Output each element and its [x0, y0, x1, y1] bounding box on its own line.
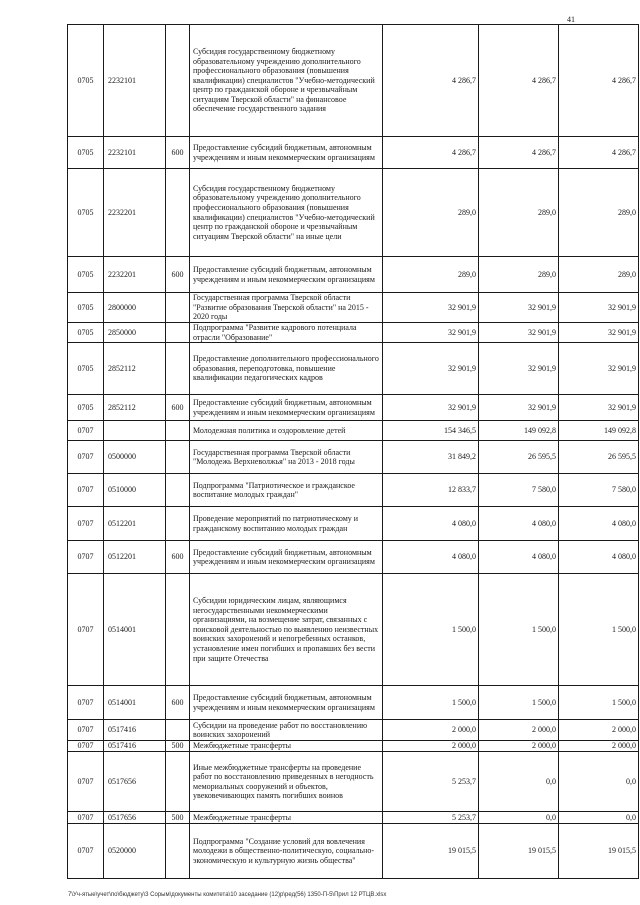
amount-year-3: 4 286,7	[559, 25, 639, 137]
expense-type-code: 600	[166, 257, 190, 293]
section-code: 0705	[68, 293, 104, 323]
target-article-code: 0512201	[104, 507, 166, 541]
expense-type-code	[166, 343, 190, 395]
amount-year-1: 5 253,7	[383, 752, 479, 812]
target-article-code: 0517416	[104, 720, 166, 741]
section-code: 0707	[68, 686, 104, 720]
target-article-code: 0514001	[104, 574, 166, 686]
amount-year-3: 32 901,9	[559, 323, 639, 343]
table-row	[68, 812, 639, 824]
section-code: 0707	[68, 441, 104, 474]
amount-year-2: 0,0	[479, 812, 559, 824]
row-description: Предоставление субсидий бюджетным, автономным учреждениям и иным некоммерческим организациям	[190, 137, 383, 169]
amount-year-1: 31 849,2	[383, 441, 479, 474]
row-description: Предоставление субсидий бюджетным, автономным учреждениям и иным некоммерческим организациям	[190, 395, 383, 421]
expense-type-code	[166, 323, 190, 343]
row-description: Субсидия государственному бюджетному образовательному учреждению дополнительного профессионального образования (повышения квалификации) специалистов "Учебно-методический центр по гражданской обороне и чрезвычайным ситуациям Тверской области" на финансовое обеспечение государственного задания	[190, 25, 383, 137]
table-row	[68, 574, 639, 686]
table-row	[68, 395, 639, 421]
amount-year-3: 32 901,9	[559, 293, 639, 323]
expense-type-code	[166, 474, 190, 507]
amount-year-1: 12 833,7	[383, 474, 479, 507]
amount-year-2: 26 595,5	[479, 441, 559, 474]
amount-year-2: 0,0	[479, 752, 559, 812]
amount-year-2: 149 092,8	[479, 421, 559, 441]
amount-year-1: 19 015,5	[383, 824, 479, 879]
target-article-code: 2852112	[104, 395, 166, 421]
target-article-code: 0517656	[104, 812, 166, 824]
section-code: 0707	[68, 541, 104, 574]
row-description: Подпрограмма "Создание условий для вовлечения молодежи в общественно-политическую, социально-экономическую и культурную жизнь общества"	[190, 824, 383, 879]
table-row	[68, 441, 639, 474]
row-description: Подпрограмма "Развитие кадрового потенциала отрасли "Образование"	[190, 323, 383, 343]
amount-year-1: 2 000,0	[383, 741, 479, 752]
row-description: Государственная программа Тверской области "Молодежь Верхневолжья" на 2013 - 2018 годы	[190, 441, 383, 474]
table-row	[68, 507, 639, 541]
row-description: Предоставление дополнительного профессионального образования, переподготовка, повышение квалификации педагогических кадров	[190, 343, 383, 395]
amount-year-1: 5 253,7	[383, 812, 479, 824]
table-row	[68, 421, 639, 441]
expense-type-code	[166, 507, 190, 541]
amount-year-1: 32 901,9	[383, 343, 479, 395]
row-description: Межбюджетные трансферты	[190, 812, 383, 824]
amount-year-1: 32 901,9	[383, 293, 479, 323]
amount-year-2: 4 286,7	[479, 137, 559, 169]
expense-type-code	[166, 441, 190, 474]
amount-year-1: 4 080,0	[383, 541, 479, 574]
row-description: Государственная программа Тверской области "Развитие образования Тверской области" на 2015 - 2020 годы	[190, 293, 383, 323]
section-code: 0707	[68, 741, 104, 752]
amount-year-3: 289,0	[559, 169, 639, 257]
amount-year-3: 0,0	[559, 752, 639, 812]
target-article-code: 0510000	[104, 474, 166, 507]
expense-type-code: 600	[166, 137, 190, 169]
target-article-code: 0520000	[104, 824, 166, 879]
amount-year-3: 4 286,7	[559, 137, 639, 169]
amount-year-3: 4 080,0	[559, 541, 639, 574]
table-row	[68, 323, 639, 343]
budget-table	[67, 24, 639, 879]
target-article-code: 0517656	[104, 752, 166, 812]
expense-type-code	[166, 574, 190, 686]
expense-type-code	[166, 25, 190, 137]
amount-year-2: 19 015,5	[479, 824, 559, 879]
amount-year-1: 1 500,0	[383, 686, 479, 720]
table-row	[68, 257, 639, 293]
row-description: Молодежная политика и оздоровление детей	[190, 421, 383, 441]
amount-year-1: 32 901,9	[383, 323, 479, 343]
section-code: 0705	[68, 395, 104, 421]
amount-year-2: 32 901,9	[479, 343, 559, 395]
amount-year-2: 32 901,9	[479, 323, 559, 343]
section-code: 0705	[68, 257, 104, 293]
target-article-code: 2232201	[104, 257, 166, 293]
table-row	[68, 741, 639, 752]
amount-year-3: 1 500,0	[559, 574, 639, 686]
row-description: Предоставление субсидий бюджетным, автономным учреждениям и иным некоммерческим организациям	[190, 257, 383, 293]
amount-year-2: 32 901,9	[479, 395, 559, 421]
section-code: 0707	[68, 824, 104, 879]
amount-year-2: 1 500,0	[479, 686, 559, 720]
target-article-code: 2232101	[104, 137, 166, 169]
amount-year-3: 4 080,0	[559, 507, 639, 541]
section-code: 0705	[68, 323, 104, 343]
amount-year-3: 1 500,0	[559, 686, 639, 720]
table-row	[68, 752, 639, 812]
row-description: Подпрограмма "Патриотическое и гражданское воспитание молодых граждан"	[190, 474, 383, 507]
amount-year-1: 154 346,5	[383, 421, 479, 441]
amount-year-1: 4 286,7	[383, 25, 479, 137]
amount-year-2: 4 080,0	[479, 507, 559, 541]
expense-type-code: 600	[166, 686, 190, 720]
amount-year-3: 2 000,0	[559, 720, 639, 741]
row-description: Субсидии на проведение работ по восстановлению воинских захоронений	[190, 720, 383, 741]
target-article-code: 0514001	[104, 686, 166, 720]
section-code: 0707	[68, 752, 104, 812]
table-row	[68, 169, 639, 257]
section-code: 0705	[68, 169, 104, 257]
table-row	[68, 686, 639, 720]
file-path-footer: 7\Уч-ятые\учет\по\бюджету\3 Сорым\документы комитета\10 заседание (12)р\ред(56) 1350-П-5\Прил 12 РТЦВ.xlsx	[68, 892, 387, 898]
amount-year-2: 32 901,9	[479, 293, 559, 323]
table-row	[68, 474, 639, 507]
amount-year-3: 32 901,9	[559, 395, 639, 421]
target-article-code: 2852112	[104, 343, 166, 395]
amount-year-3: 32 901,9	[559, 343, 639, 395]
amount-year-1: 1 500,0	[383, 574, 479, 686]
table-row	[68, 720, 639, 741]
amount-year-1: 289,0	[383, 169, 479, 257]
table-row	[68, 343, 639, 395]
expense-type-code	[166, 421, 190, 441]
target-article-code: 0517416	[104, 741, 166, 752]
row-description: Проведение мероприятий по патриотическому и гражданскому воспитанию молодых граждан	[190, 507, 383, 541]
expense-type-code	[166, 293, 190, 323]
target-article-code	[104, 421, 166, 441]
section-code: 0707	[68, 421, 104, 441]
row-description: Иные межбюджетные трансферты на проведение работ по восстановлению приведенных в негодность мемориальных сооружений и объектов, увековечивающих память погибших воинов	[190, 752, 383, 812]
amount-year-2: 289,0	[479, 169, 559, 257]
expense-type-code: 600	[166, 395, 190, 421]
amount-year-1: 32 901,9	[383, 395, 479, 421]
table-row	[68, 541, 639, 574]
section-code: 0707	[68, 812, 104, 824]
amount-year-3: 289,0	[559, 257, 639, 293]
expense-type-code	[166, 752, 190, 812]
expense-type-code: 600	[166, 541, 190, 574]
amount-year-3: 0,0	[559, 812, 639, 824]
amount-year-1: 4 286,7	[383, 137, 479, 169]
section-code: 0705	[68, 343, 104, 395]
amount-year-3: 149 092,8	[559, 421, 639, 441]
target-article-code: 2850000	[104, 323, 166, 343]
amount-year-1: 4 080,0	[383, 507, 479, 541]
table-row	[68, 137, 639, 169]
section-code: 0707	[68, 474, 104, 507]
row-description: Субсидия государственному бюджетному образовательному учреждению дополнительного профессионального образования (повышения квалификации) специалистов "Учебно-методический центр по гражданской обороне и чрезвычайным ситуациям Тверской области" на иные цели	[190, 169, 383, 257]
target-article-code: 0512201	[104, 541, 166, 574]
amount-year-2: 1 500,0	[479, 574, 559, 686]
target-article-code: 2800000	[104, 293, 166, 323]
section-code: 0705	[68, 137, 104, 169]
page-number: 41	[567, 15, 575, 24]
amount-year-3: 7 580,0	[559, 474, 639, 507]
target-article-code: 2232201	[104, 169, 166, 257]
amount-year-1: 289,0	[383, 257, 479, 293]
section-code: 0705	[68, 25, 104, 137]
table-row	[68, 293, 639, 323]
row-description: Субсидии юридическим лицам, являющимся негосударственными некоммерческими организациями, на возмещение затрат, связанных с поисковой деятельностью по выявлению неизвестных воинских захоронений и непогребенных останков, установление имен погибших и пропавших без вести при защите Отечества	[190, 574, 383, 686]
expense-type-code	[166, 824, 190, 879]
section-code: 0707	[68, 574, 104, 686]
target-article-code: 0500000	[104, 441, 166, 474]
target-article-code: 2232101	[104, 25, 166, 137]
section-code: 0707	[68, 720, 104, 741]
amount-year-2: 2 000,0	[479, 741, 559, 752]
section-code: 0707	[68, 507, 104, 541]
expense-type-code: 500	[166, 741, 190, 752]
row-description: Предоставление субсидий бюджетным, автономным учреждениям и иным некоммерческим организациям	[190, 686, 383, 720]
row-description: Предоставление субсидий бюджетным, автономным учреждениям и иным некоммерческим организациям	[190, 541, 383, 574]
amount-year-2: 2 000,0	[479, 720, 559, 741]
amount-year-1: 2 000,0	[383, 720, 479, 741]
table-row	[68, 824, 639, 879]
expense-type-code	[166, 169, 190, 257]
amount-year-2: 4 080,0	[479, 541, 559, 574]
amount-year-2: 289,0	[479, 257, 559, 293]
amount-year-2: 4 286,7	[479, 25, 559, 137]
amount-year-3: 2 000,0	[559, 741, 639, 752]
expense-type-code: 500	[166, 812, 190, 824]
row-description: Межбюджетные трансферты	[190, 741, 383, 752]
amount-year-2: 7 580,0	[479, 474, 559, 507]
amount-year-3: 26 595,5	[559, 441, 639, 474]
amount-year-3: 19 015,5	[559, 824, 639, 879]
table-row	[68, 25, 639, 137]
expense-type-code	[166, 720, 190, 741]
